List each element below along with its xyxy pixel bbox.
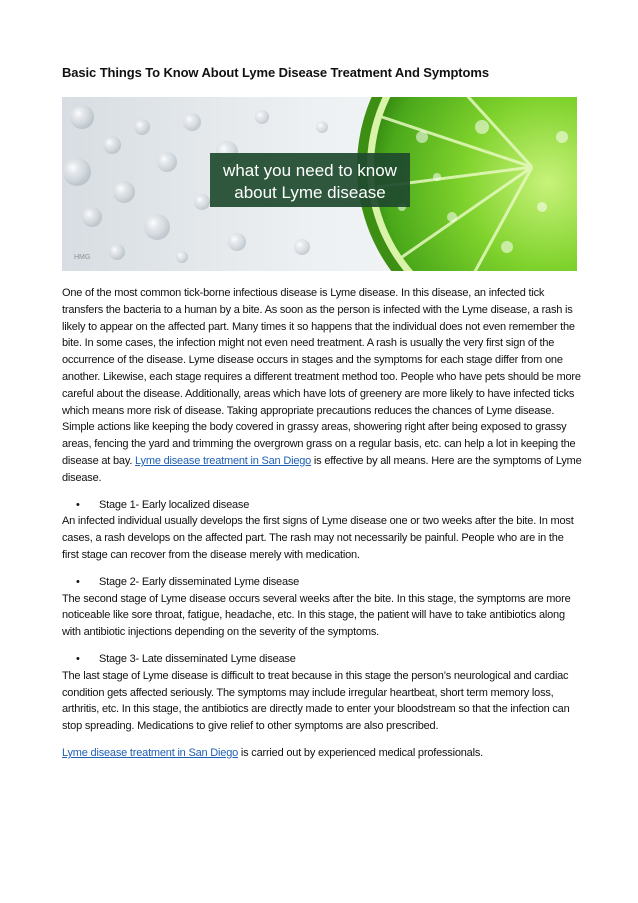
closing-link[interactable]: Lyme disease treatment in San Diego (62, 746, 239, 759)
document-title: Basic Things To Know About Lyme Disease Treatment And Symptoms (62, 65, 489, 80)
hero-line-1: what you need to know (223, 161, 397, 180)
hero-image (62, 97, 577, 271)
stage-2-text: The second stage of Lyme disease occurs several weeks after the bite. In this stage, the symptoms are more noticeable like sore throat, fatigue, headache, etc. In this stage, the patient will have to take antibiotics along with antibiotic injections depending on the severity of the symptoms. (62, 592, 571, 639)
hero-banner (210, 153, 410, 207)
stage-1-text: An infected individual usually develops the first signs of Lyme disease one or two weeks after the bite. In most cases, a rash develops on the affected part. The rash may not necessarily be painful. People who are in the first stage can recover from the disease merely with medication. (62, 515, 574, 561)
bullet-icon: • (76, 498, 80, 511)
closing-paragraph (62, 745, 582, 762)
stage-1-heading (62, 497, 582, 514)
stage-3-heading (62, 651, 582, 668)
intro-paragraph (62, 285, 582, 487)
stage-3-heading-text: Stage 3- Late disseminated Lyme disease (99, 652, 296, 665)
stage-2-heading (62, 574, 582, 591)
intro-link[interactable]: Lyme disease treatment in San Diego (135, 454, 312, 467)
document-body (62, 285, 582, 762)
intro-text: One of the most common tick-borne infectious disease is Lyme disease. In this disease, an infected tick transfers the bacteria to a human by a bite. As soon as the person is infected with the Lyme disease, a rash is likely to appear on the affected part. Many times it so happens that the individual does not even remember the bite. In some cases, the infection might not even need treatment. A rash is usually the very first sign of the occurrence of the disease. Lyme disease occurs in stages and the symptoms for each stage differ from one another. Likewise, each stage requires a different treatment method too. People who have pets should be more careful about the disease. Additionally, areas which have lots of greenery are more likely to have infected ticks which means more risk of disease. Taking appropriate precautions reduces the chances of Lyme disease. Simple actions like keeping the body covered in grassy areas, showering right after being exposed to grassy areas, fencing the yard and trimming the overgrown grass on a regular basis, etc. can help a lot in keeping the disease at bay. (62, 287, 581, 467)
bullet-icon: • (76, 575, 80, 588)
intro-text-end: is effective by all means. Here are the symptoms of Lyme disease. (62, 454, 582, 484)
stage-2-heading-text: Stage 2- Early disseminated Lyme disease (99, 575, 300, 588)
stage-3-text: The last stage of Lyme disease is difficult to treat because in this stage the person’s neurological and cardiac condition gets affected seriously. The symptoms may include irregular heartbeat, short term memory loss, arthritis, etc. In this stage, the antibiotics are directly made to enter your bloodstream so that the infection can stop spreading. Medications to give relief to other symptoms are also prescribed. (62, 669, 570, 733)
bullet-icon: • (76, 652, 80, 665)
stage-1-heading-text: Stage 1- Early localized disease (99, 498, 250, 511)
hero-line-2: about Lyme disease (234, 183, 386, 202)
hero-watermark: HMG (74, 254, 91, 261)
closing-text: is carried out by experienced medical professionals. (238, 746, 484, 759)
